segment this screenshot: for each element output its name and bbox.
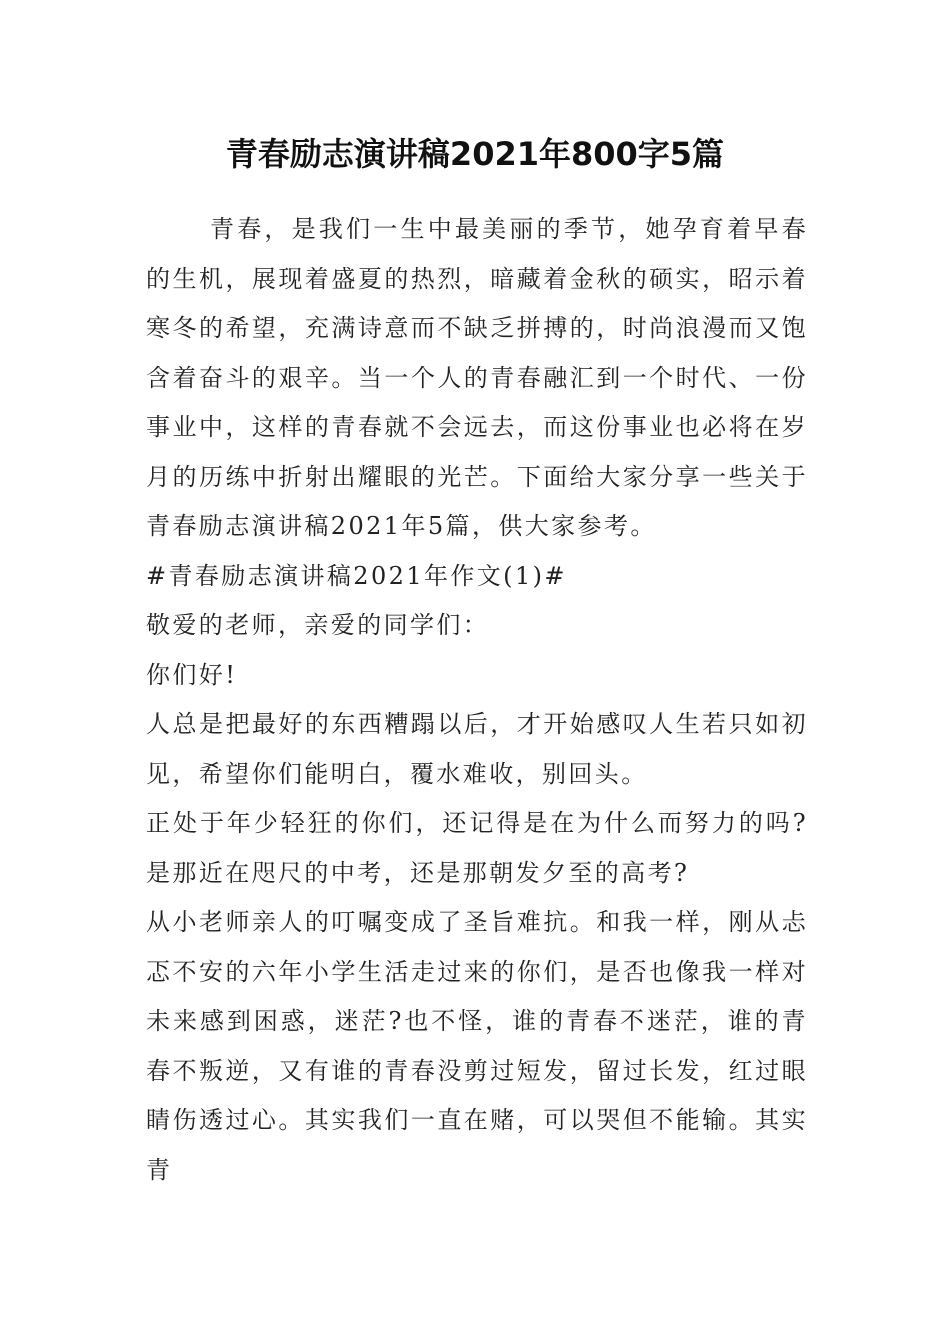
body-paragraph: 正处于年少轻狂的你们，还记得是在为什么而努力的吗?是那近在咫尺的中考，还是那朝发夕至的高考? (146, 809, 808, 887)
section-heading: #青春励志演讲稿2021年作文(1)# (146, 561, 567, 590)
greeting-paragraph: 你们好! (146, 660, 238, 689)
document-title: 青春励志演讲稿2021年800字5篇 (225, 135, 725, 173)
body-paragraph: 人总是把最好的东西糟蹋以后，才开始感叹人生若只如初见，希望你们能明白，覆水难收，别回头。 (146, 710, 808, 788)
salutation-paragraph: 敬爱的老师，亲爱的同学们： (146, 611, 490, 639)
body-paragraph: 从小老师亲人的叮嘱变成了圣旨难抗。和我一样，刚从忐忑不安的六年小学生活走过来的你们，是否也像我一样对未来感到困惑，迷茫?也不怪，谁的青春不迷茫，谁的青春不叛逆，又有谁的青春没剪过短发，留过长发，红过眼睛伤透过心。其实我们一直在赌，可以哭但不能输。其实青 (146, 908, 808, 1184)
document-body (146, 205, 808, 1195)
intro-paragraph: 青春，是我们一生中最美丽的季节，她孕育着早春的生机，展现着盛夏的热烈，暗藏着金秋的硕实，昭示着寒冬的希望，充满诗意而不缺乏拼搏的，时尚浪漫而又饱含着奋斗的艰辛。当一个人的青春融汇到一个时代、一份事业中，这样的青春就不会远去，而这份事业也必将在岁月的历练中折射出耀眼的光芒。下面给大家分享一些关于青春励志演讲稿2021年5篇，供大家参考。 (146, 215, 808, 540)
